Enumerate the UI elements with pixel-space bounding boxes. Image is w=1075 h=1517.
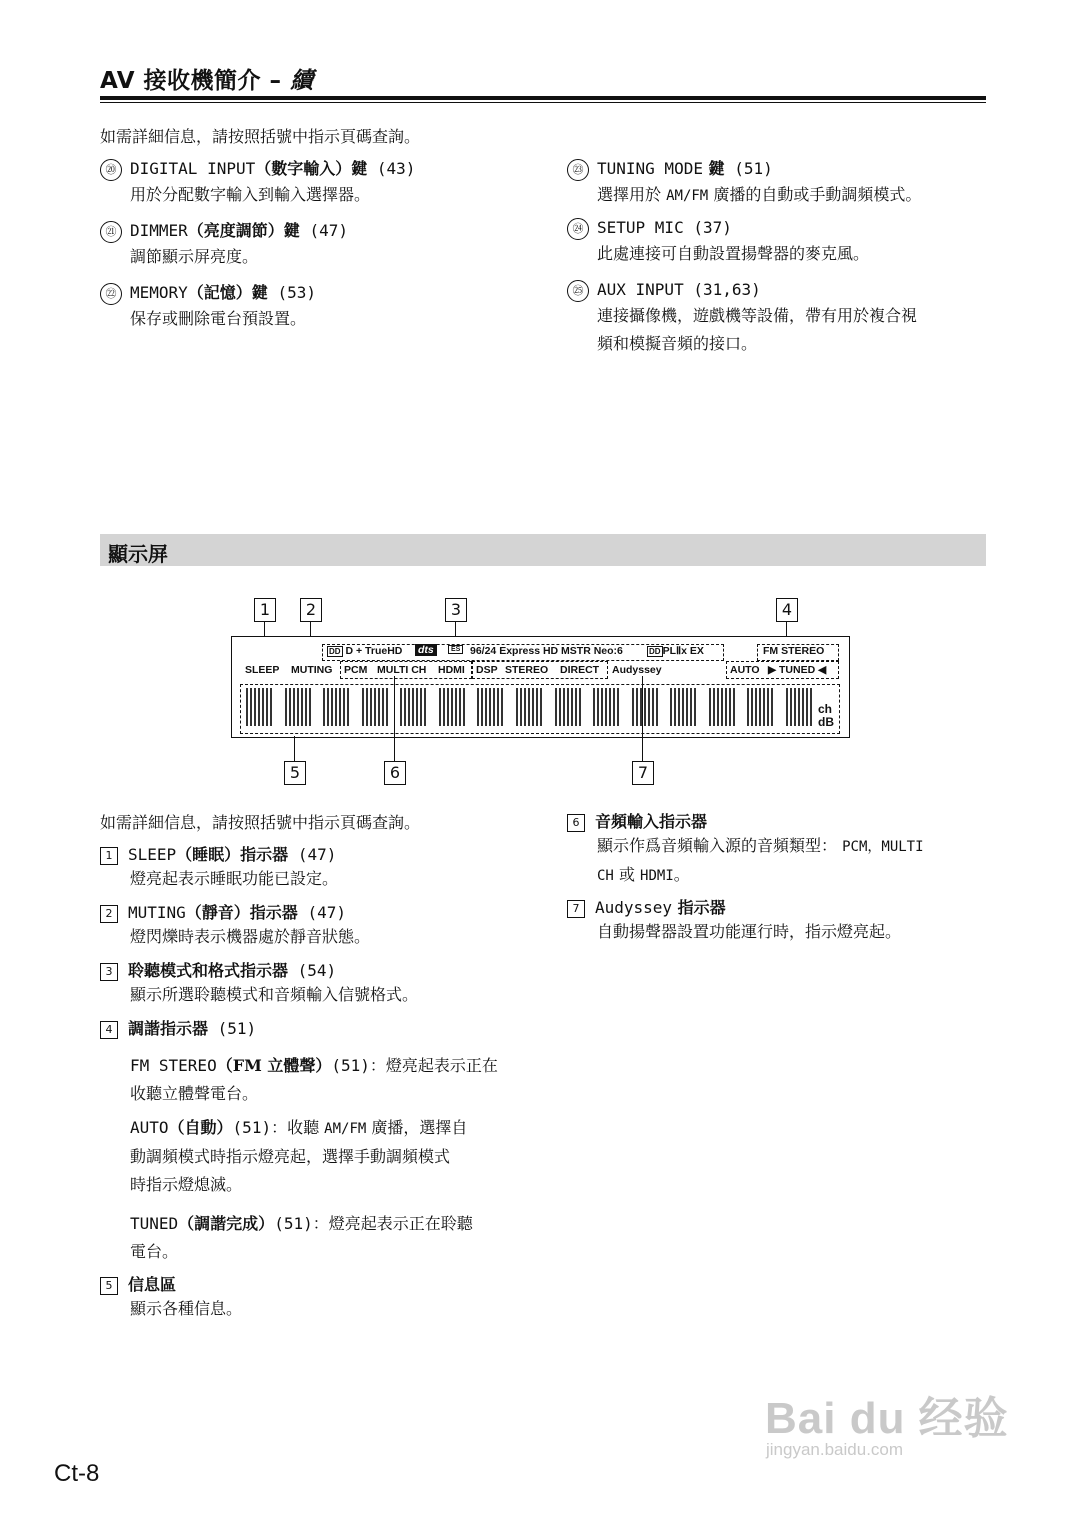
dsp-indicator: DSP	[476, 664, 498, 676]
dts-indicator: dts	[415, 644, 437, 656]
list-item: 5 信息區 顯示各種信息。	[100, 1272, 540, 1323]
top-right-list	[567, 156, 987, 358]
callout-2: 2	[300, 598, 322, 622]
tuned-indicator: ▶ TUNED ◀	[768, 664, 827, 676]
segment-char	[285, 688, 311, 726]
list-item: 4 調諧指示器 (51)	[100, 1016, 540, 1052]
multich-indicator: MULTI CH	[377, 664, 427, 676]
segment-char	[516, 688, 542, 726]
segment-char	[709, 688, 735, 726]
list-item: 6 音頻輸入指示器 顯示作爲音頻輸入源的音頻類型： PCM，MULTI CH 或 HDMI。	[567, 809, 987, 895]
watermark-logo: Bai du 经验	[765, 1394, 1009, 1443]
stereo-indicator: STEREO	[505, 664, 549, 676]
page-title: AV 接收機簡介 – 續	[100, 68, 314, 94]
top-left-list	[100, 156, 540, 342]
leader-line	[294, 736, 295, 762]
bottom-intro: 如需詳細信息，請按照括號中指示頁碼查詢。	[100, 813, 421, 832]
audyssey-indicator: Audyssey	[612, 664, 662, 676]
list-item: ㉔ SETUP MIC (37) 此處連接可自動設置揚聲器的麥克風。	[567, 218, 987, 280]
auto-indicator: AUTO	[730, 664, 760, 676]
leader-line	[394, 676, 395, 762]
section-bar	[100, 534, 986, 566]
segment-char	[400, 688, 426, 726]
dolby-truehd-indicator: DD D + TrueHD	[329, 645, 403, 657]
segment-char	[786, 688, 812, 726]
item-number: ⑳	[100, 159, 122, 181]
header-rule-thin	[100, 102, 986, 103]
list-item: ㉒ MEMORY（記憶）鍵 (53) 保存或刪除電台預設置。	[100, 280, 540, 342]
leader-line	[642, 676, 643, 762]
segment-char	[593, 688, 619, 726]
callout-6: 6	[384, 761, 406, 785]
segment-char	[477, 688, 503, 726]
list-item: 3 聆聽模式和格式指示器 (54) 顯示所選聆聽模式和音頻輸入信號格式。	[100, 958, 540, 1016]
section-title: 顯示屏	[108, 542, 168, 566]
tuning-auto: AUTO（自動）(51)：收聽 AM/FM 廣播，選擇自 動調頻模式時指示燈亮起，選擇手動調頻模式 時指示燈熄滅。	[130, 1118, 468, 1194]
list-item: 2 MUTING（靜音）指示器 (47) 燈閃爍時表示機器處於靜音狀態。	[100, 900, 540, 958]
prologic-indicator: DD PLⅡx EX	[649, 645, 704, 657]
list-item: 1 SLEEP（睡眠）指示器 (47) 燈亮起表示睡眠功能已設定。	[100, 842, 540, 900]
hdmi-indicator: HDMI	[438, 664, 465, 676]
segment-char	[246, 688, 272, 726]
segment-char	[670, 688, 696, 726]
express-indicator: 96/24 Express HD MSTR Neo:6	[470, 645, 623, 657]
list-item: ㉓ TUNING MODE 鍵 (51) 選擇用於 AM/FM 廣播的自動或手動調頻模式。	[567, 156, 987, 218]
callout-1: 1	[254, 598, 276, 622]
bottom-left-list	[100, 842, 540, 1323]
segment-char	[632, 688, 658, 726]
fm-stereo-indicator: FM STEREO	[763, 645, 825, 657]
ch-db-indicator: ch dB	[818, 702, 834, 729]
segment-char	[323, 688, 349, 726]
top-intro: 如需詳細信息，請按照括號中指示頁碼查詢。	[100, 127, 421, 146]
callout-7: 7	[632, 761, 654, 785]
sleep-indicator: SLEEP	[245, 664, 280, 676]
callout-3: 3	[445, 598, 467, 622]
list-item: 7 Audyssey 指示器 自動揚聲器設置功能運行時，指示燈亮起。	[567, 895, 987, 946]
header-rule	[100, 96, 986, 100]
tuning-fm-stereo: FM STEREO（FM 立體聲）(51)：燈亮起表示正在 收聽立體聲電台。	[130, 1056, 498, 1103]
list-item: ㉑ DIMMER（亮度調節）鍵 (47) 調節顯示屏亮度。	[100, 218, 540, 280]
list-item: ㉕ AUX INPUT (31,63) 連接攝像機，遊戲機等設備，帶有用於複合視 頻和模擬音頻的接口。	[567, 280, 987, 358]
callout-4: 4	[776, 598, 798, 622]
callout-5: 5	[284, 761, 306, 785]
bottom-right-list	[567, 809, 987, 946]
segment-char	[439, 688, 465, 726]
segment-char	[747, 688, 773, 726]
segment-char	[362, 688, 388, 726]
es-indicator: ES	[448, 645, 463, 654]
watermark-url: jingyan.baidu.com	[766, 1440, 904, 1459]
tuning-tuned: TUNED（調諧完成）(51)：燈亮起表示正在聆聽 電台。	[130, 1214, 473, 1261]
direct-indicator: DIRECT	[560, 664, 600, 676]
list-item: ⑳ DIGITAL INPUT（數字輸入）鍵 (43) 用於分配數字輸入到輸入選擇器。	[100, 156, 540, 218]
page-number: Ct-8	[54, 1460, 100, 1487]
muting-indicator: MUTING	[291, 664, 333, 676]
pcm-indicator: PCM	[344, 664, 368, 676]
segment-char	[555, 688, 581, 726]
segment-row	[246, 688, 812, 730]
